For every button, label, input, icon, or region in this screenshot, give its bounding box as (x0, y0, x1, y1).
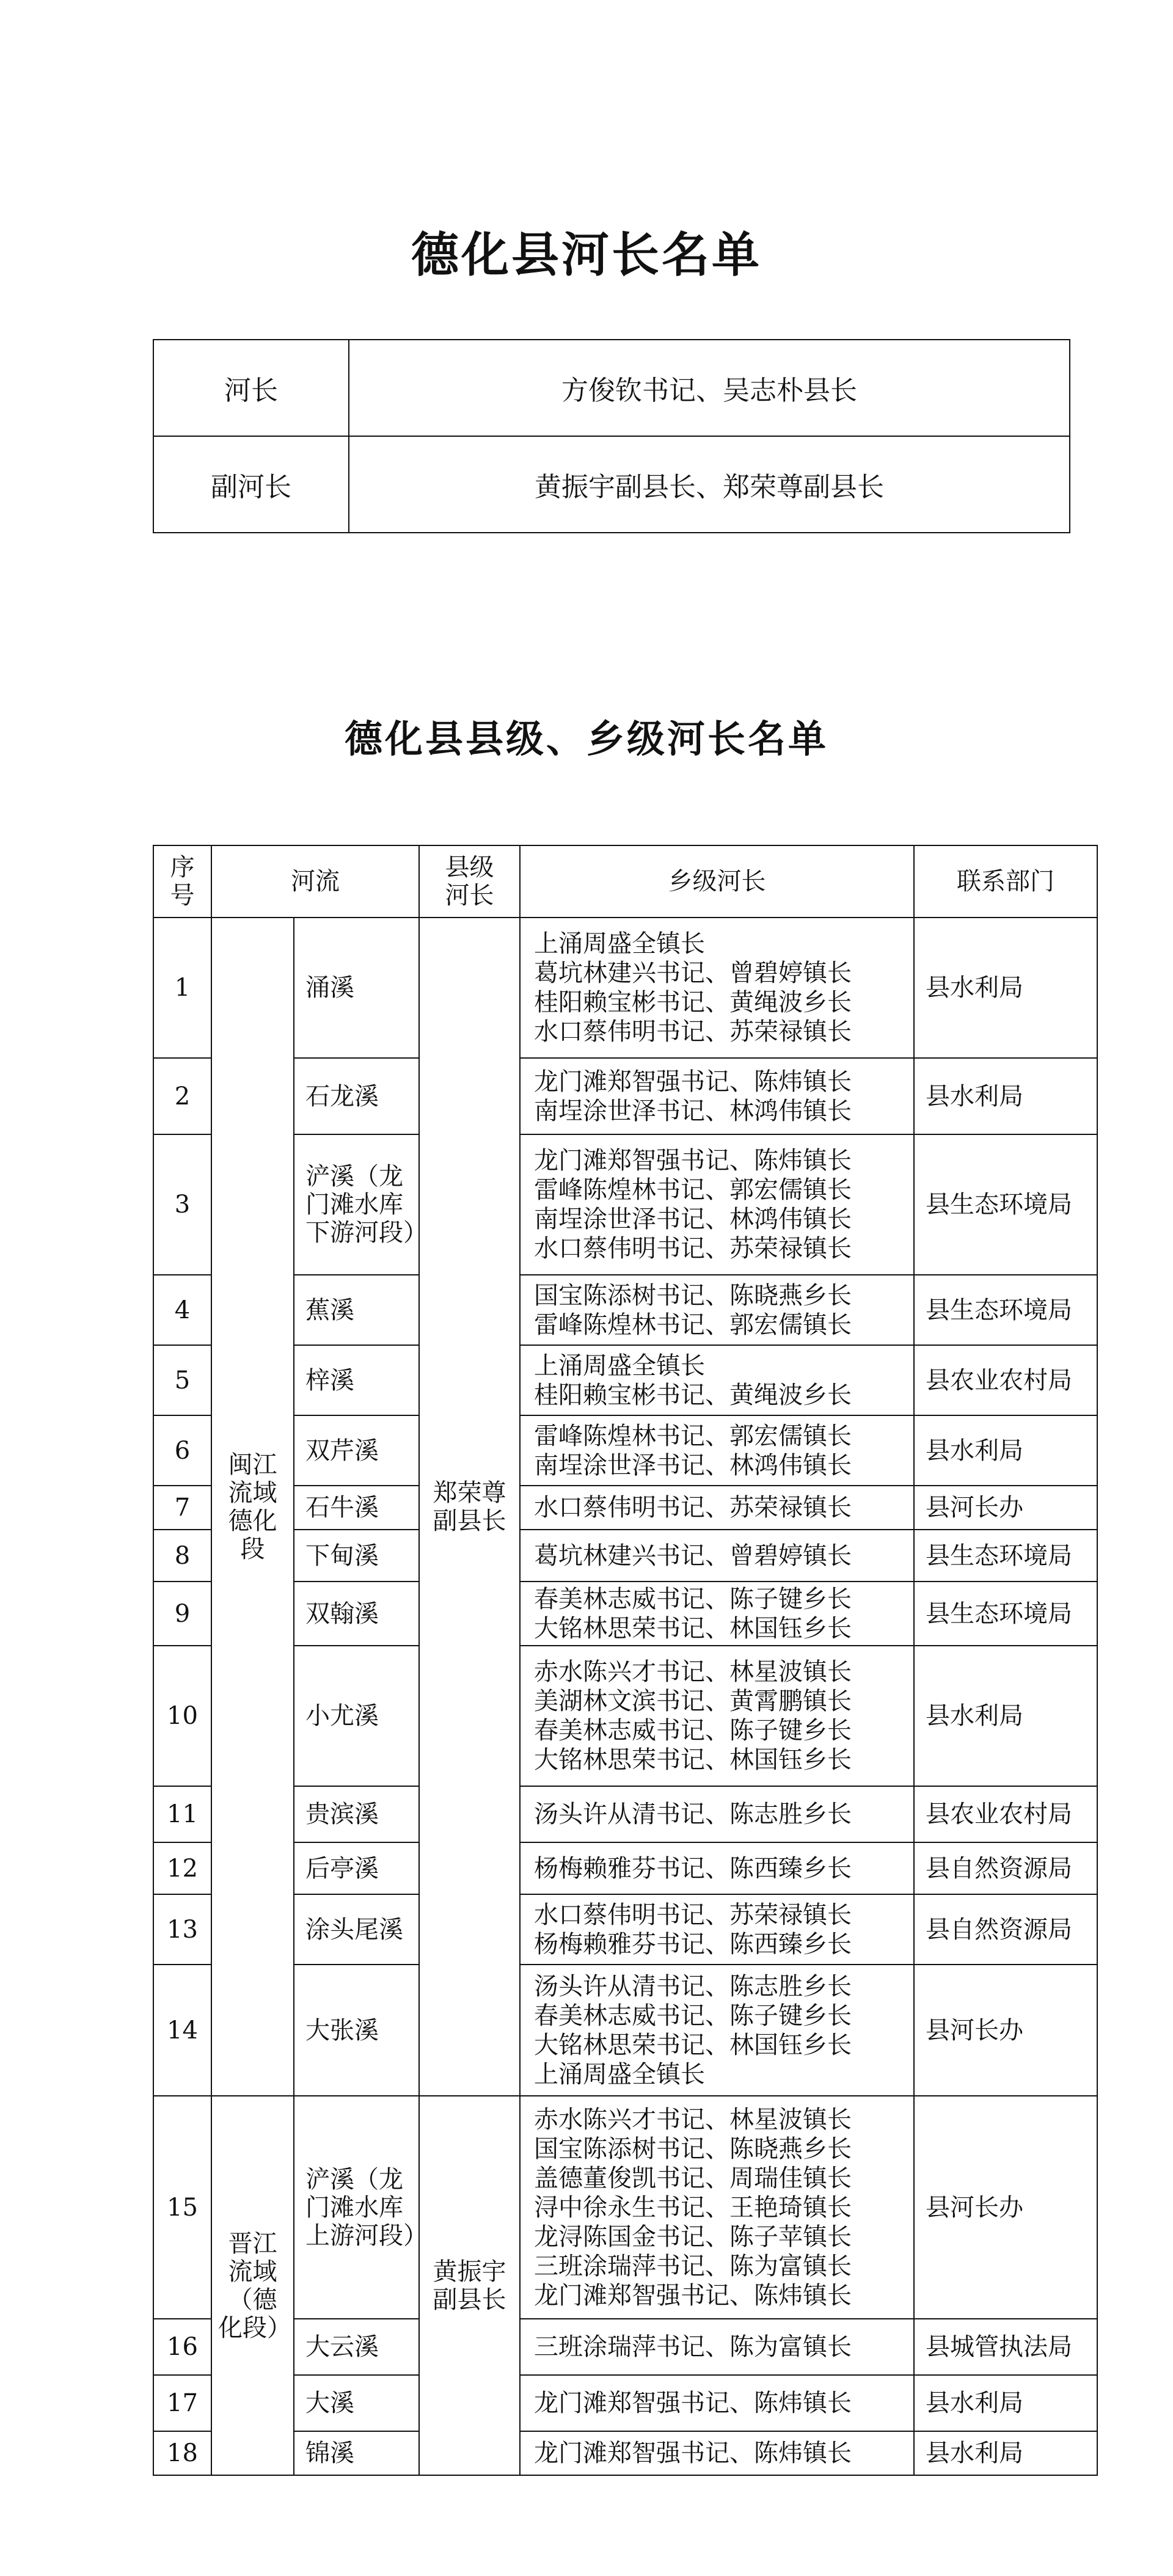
river-cell (294, 1965, 419, 2096)
town-chief-line: 龙门滩郑智强书记、陈炜镇长 (534, 1147, 852, 1175)
town-chief-line: 龙浔陈国金书记、陈子苹镇长 (534, 2222, 852, 2251)
town-chiefs-cell (520, 1486, 914, 1530)
row-index-cell: 8 (153, 1530, 211, 1582)
town-chiefs-cell (520, 1894, 914, 1965)
town-chief-line: 南埕涂世泽书记、林鸿伟镇长 (534, 1205, 852, 1233)
role-cell: 副河长 (153, 436, 349, 533)
town-chief-line: 雷峰陈煌林书记、郭宏儒镇长 (534, 1176, 852, 1204)
page-title: 德化县河长名单 (411, 227, 762, 283)
dept-cell: 县自然资源局 (914, 1842, 1097, 1894)
row-index-cell: 10 (153, 1646, 211, 1786)
dept-cell: 县水利局 (914, 2431, 1097, 2475)
row-index-cell: 18 (153, 2431, 211, 2475)
town-chief-line: 水口蔡伟明书记、苏荣禄镇长 (534, 1494, 852, 1522)
river-chief-table (153, 339, 1070, 533)
river-cell (294, 1894, 419, 1965)
town-chief-line: 南埕涂世泽书记、林鸿伟镇长 (534, 1451, 852, 1480)
header-river: 河流 (211, 845, 419, 918)
table-row (153, 2319, 1097, 2375)
header-index: 序号 (153, 845, 211, 918)
town-chief-line: 雷峰陈煌林书记、郭宏儒镇长 (534, 1421, 852, 1450)
town-chief-line: 南埕涂世泽书记、林鸿伟镇长 (534, 1096, 852, 1125)
dept-cell: 县河长办 (914, 1965, 1097, 2096)
header-dept: 联系部门 (914, 845, 1097, 918)
river-name: 大张溪 (305, 2016, 379, 2045)
town-chiefs-cell (520, 1275, 914, 1345)
dept-cell: 县水利局 (914, 1646, 1097, 1786)
table-row (153, 2096, 1097, 2319)
river-name: 大溪 (305, 2389, 354, 2417)
town-chief-line: 葛坑林建兴书记、曾碧婷镇长 (534, 959, 852, 987)
town-chief-line: 水口蔡伟明书记、苏荣禄镇长 (534, 1900, 852, 1929)
row-index-cell: 1 (153, 918, 211, 1058)
names-cell: 方俊钦书记、吴志朴县长 (349, 340, 1070, 436)
river-cell (294, 1058, 419, 1134)
header-county-chief: 县级河长 (419, 845, 520, 918)
table-row (153, 1894, 1097, 1965)
town-chief-line: 春美林志威书记、陈子键乡长 (534, 1585, 852, 1613)
river-name: 浐溪（龙门滩水库上游河段） (305, 2165, 428, 2250)
river-name: 涂头尾溪 (305, 1915, 403, 1944)
table-row (153, 2431, 1097, 2475)
town-chief-line: 美湖林文滨书记、黄霄鹏镇长 (534, 1687, 852, 1715)
row-index-cell: 3 (153, 1134, 211, 1275)
town-chief-line: 汤头许从清书记、陈志胜乡长 (534, 1972, 852, 2001)
dept-cell: 县农业农村局 (914, 1345, 1097, 1415)
dept-cell: 县生态环境局 (914, 1275, 1097, 1345)
town-chiefs-cell (520, 2096, 914, 2319)
river-cell (294, 2096, 428, 2319)
river-cell (294, 1345, 419, 1415)
river-name: 锦溪 (305, 2439, 354, 2467)
county-chief-cell (419, 2096, 520, 2475)
table-row (153, 1530, 1097, 1582)
town-chiefs-cell (520, 1646, 914, 1786)
table-row (153, 436, 1070, 533)
table-row (153, 1646, 1097, 1786)
table-row (153, 1582, 1097, 1646)
river-name: 涌溪 (305, 974, 354, 1002)
town-chief-line: 国宝陈添树书记、陈晓燕乡长 (534, 1281, 852, 1310)
table-row (153, 1486, 1097, 1530)
row-index-cell: 14 (153, 1965, 211, 2096)
river-cell (294, 2375, 419, 2431)
dept-cell: 县水利局 (914, 1415, 1097, 1486)
river-name: 梓溪 (305, 1366, 354, 1395)
river-name: 双芹溪 (305, 1436, 379, 1465)
river-name: 大云溪 (305, 2333, 379, 2361)
row-index-cell: 11 (153, 1786, 211, 1842)
table-row (153, 918, 1097, 1058)
basin-name: 闽江流域德化段 (228, 1450, 277, 1563)
town-chief-line: 赤水陈兴才书记、林星波镇长 (534, 1658, 852, 1686)
river-cell (294, 1275, 419, 1345)
row-index-cell: 7 (153, 1486, 211, 1530)
town-chief-line: 春美林志威书记、陈子键乡长 (534, 1717, 852, 1745)
dept-cell: 县水利局 (914, 1058, 1097, 1134)
table-row (153, 1134, 1097, 1275)
table-row (153, 1965, 1097, 2096)
table-row (153, 1415, 1097, 1486)
river-cell (294, 1786, 419, 1842)
river-cell (294, 2319, 419, 2375)
town-chief-line: 水口蔡伟明书记、苏荣禄镇长 (534, 1235, 852, 1263)
town-chiefs-cell (520, 1965, 914, 2096)
role-cell: 河长 (153, 340, 349, 436)
dept-cell: 县生态环境局 (914, 1582, 1097, 1646)
town-chief-line: 赤水陈兴才书记、林星波镇长 (534, 2105, 852, 2134)
dept-cell: 县生态环境局 (914, 1134, 1097, 1275)
town-chiefs-cell (520, 1134, 914, 1275)
table-row (153, 2375, 1097, 2431)
town-chiefs-cell (520, 1842, 914, 1894)
town-chiefs-cell (520, 2431, 914, 2475)
river-cell (294, 1530, 419, 1582)
town-chief-line: 龙门滩郑智强书记、陈炜镇长 (534, 1067, 852, 1096)
town-chief-line: 上涌周盛全镇长 (534, 2060, 705, 2089)
town-chief-line: 龙门滩郑智强书记、陈炜镇长 (534, 2281, 852, 2310)
river-name: 小尤溪 (305, 1702, 379, 1730)
town-chief-line: 杨梅赖雅芬书记、陈西臻乡长 (534, 1854, 852, 1883)
town-chief-line: 大铭林思荣书记、林国钰乡长 (534, 1614, 852, 1643)
table-row (153, 1058, 1097, 1134)
town-chief-line: 三班涂瑞萍书记、陈为富镇长 (534, 2252, 852, 2280)
header-town-chiefs: 乡级河长 (520, 845, 914, 918)
river-cell (294, 1646, 419, 1786)
river-cell (294, 1486, 419, 1530)
town-chief-line: 葛坑林建兴书记、曾碧婷镇长 (534, 1541, 852, 1570)
river-name: 贵滨溪 (305, 1800, 379, 1828)
town-chiefs-cell (520, 1345, 914, 1415)
row-index-cell: 9 (153, 1582, 211, 1646)
town-chief-line: 杨梅赖雅芬书记、陈西臻乡长 (534, 1930, 852, 1958)
river-name: 石龙溪 (305, 1082, 379, 1111)
town-chief-line: 水口蔡伟明书记、苏荣禄镇长 (534, 1018, 852, 1046)
dept-cell: 县河长办 (914, 2096, 1097, 2319)
row-index-cell: 2 (153, 1058, 211, 1134)
dept-cell: 县生态环境局 (914, 1530, 1097, 1582)
town-chief-line: 大铭林思荣书记、林国钰乡长 (534, 1746, 852, 1774)
town-chief-line: 龙门滩郑智强书记、陈炜镇长 (534, 2439, 852, 2467)
table-body (153, 918, 1097, 2475)
dept-cell: 县河长办 (914, 1486, 1097, 1530)
table-row (153, 1345, 1097, 1415)
town-chief-line: 浔中徐永生书记、王艳琦镇长 (534, 2193, 852, 2222)
county-chief-name: 黄振宇副县长 (433, 2257, 506, 2314)
row-index-cell: 5 (153, 1345, 211, 1415)
county-chief-name: 郑荣尊副县长 (433, 1478, 506, 1535)
town-chiefs-cell (520, 1582, 914, 1646)
town-chief-line: 桂阳赖宝彬书记、黄绳波乡长 (534, 1381, 852, 1409)
row-index-cell: 4 (153, 1275, 211, 1345)
dept-cell: 县城管执法局 (914, 2319, 1097, 2375)
town-chiefs-cell (520, 2375, 914, 2431)
row-index-cell: 12 (153, 1842, 211, 1894)
dept-cell: 县水利局 (914, 918, 1097, 1058)
town-chief-line: 三班涂瑞萍书记、陈为富镇长 (534, 2333, 852, 2361)
dept-cell: 县自然资源局 (914, 1894, 1097, 1965)
dept-cell: 县农业农村局 (914, 1786, 1097, 1842)
river-name: 石牛溪 (305, 1494, 379, 1522)
row-index-cell: 17 (153, 2375, 211, 2431)
town-chief-line: 上涌周盛全镇长 (534, 1351, 705, 1380)
town-chief-line: 上涌周盛全镇长 (534, 930, 705, 958)
names-cell: 黄振宇副县长、郑荣尊副县长 (349, 436, 1070, 533)
river-cell (294, 1134, 428, 1275)
town-chiefs-cell (520, 1415, 914, 1486)
town-chief-line: 龙门滩郑智强书记、陈炜镇长 (534, 2389, 852, 2417)
county-chief-cell (419, 918, 520, 2096)
basin-name: 晋江流域（德化段） (218, 2229, 291, 2342)
river-cell (294, 918, 419, 1058)
river-name: 蕉溪 (305, 1296, 354, 1324)
table-row (153, 340, 1070, 436)
river-cell (294, 1415, 419, 1486)
table-row (153, 1786, 1097, 1842)
row-index-cell: 6 (153, 1415, 211, 1486)
table-row (153, 1275, 1097, 1345)
table-row (153, 1842, 1097, 1894)
river-name: 浐溪（龙门滩水库下游河段） (305, 1162, 428, 1247)
town-chief-line: 雷峰陈煌林书记、郭宏儒镇长 (534, 1310, 852, 1339)
river-cell (294, 1842, 419, 1894)
town-chief-line: 春美林志威书记、陈子键乡长 (534, 2001, 852, 2030)
basin-cell (211, 918, 294, 2096)
town-chiefs-cell (520, 2319, 914, 2375)
town-chief-line: 汤头许从清书记、陈志胜乡长 (534, 1800, 852, 1828)
town-chiefs-cell (520, 918, 914, 1058)
town-chief-line: 盖德董俊凯书记、周瑞佳镇长 (534, 2164, 852, 2192)
row-index-cell: 16 (153, 2319, 211, 2375)
river-name: 双翰溪 (305, 1599, 379, 1628)
county-town-river-chief-table (153, 845, 1098, 2476)
town-chiefs-cell (520, 1058, 914, 1134)
dept-cell: 县水利局 (914, 2375, 1097, 2431)
town-chief-line: 大铭林思荣书记、林国钰乡长 (534, 2031, 852, 2059)
town-chiefs-cell (520, 1786, 914, 1842)
town-chiefs-cell (520, 1530, 914, 1582)
row-index-cell: 15 (153, 2096, 211, 2319)
row-index-cell: 13 (153, 1894, 211, 1965)
river-name: 下甸溪 (305, 1541, 379, 1570)
table-header-row (153, 845, 1097, 918)
town-chief-line: 桂阳赖宝彬书记、黄绳波乡长 (534, 988, 852, 1016)
river-cell (294, 1582, 419, 1646)
basin-cell (211, 2096, 294, 2475)
town-chief-line: 国宝陈添树书记、陈晓燕乡长 (534, 2134, 852, 2163)
river-cell (294, 2431, 419, 2475)
section-title: 德化县县级、乡级河长名单 (344, 717, 828, 761)
river-name: 后亭溪 (305, 1854, 379, 1883)
